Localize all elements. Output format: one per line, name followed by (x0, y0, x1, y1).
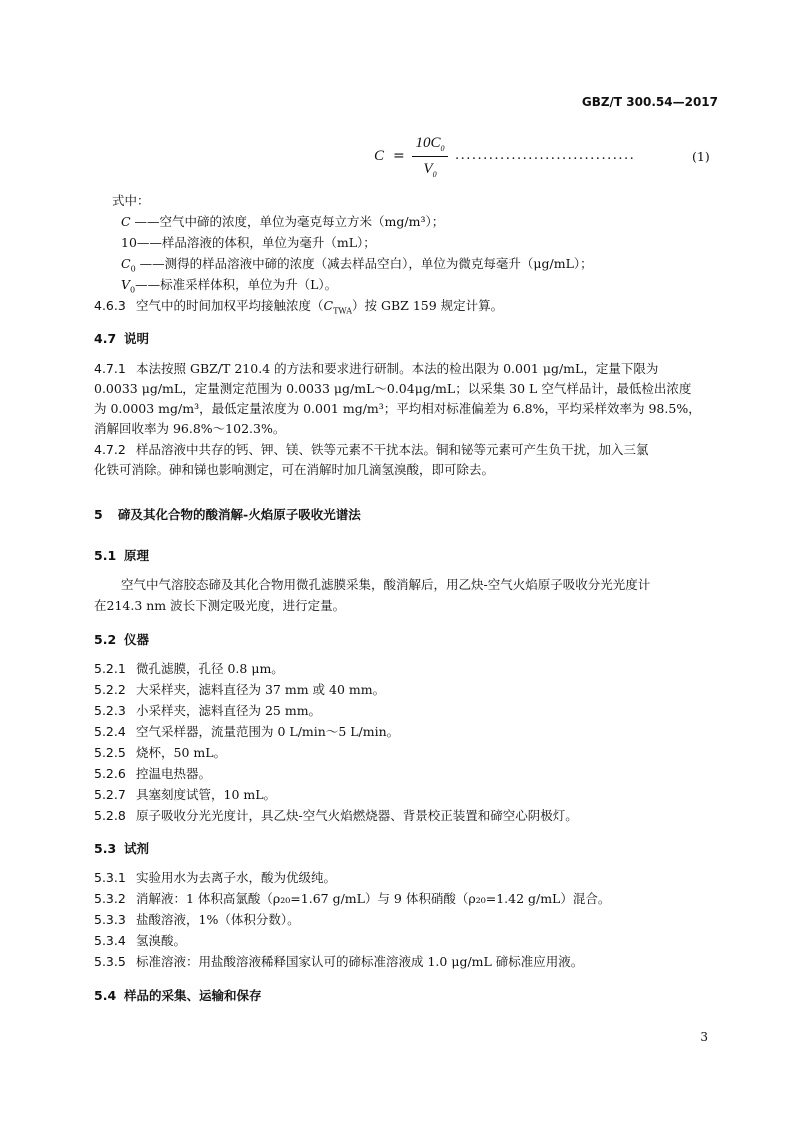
principle-text-line: 在214.3 nm 波长下测定吸光度，进行定量。 (94, 598, 346, 613)
list-item: 5.2.1 微孔滤膜，孔径 0.8 μm。 (94, 661, 284, 676)
clause-4-7-1: 4.7.1 本法按照 GBZ/T 210.4 的方法和要求进行研制。本法的检出限为 0.001 μg/mL，定量下限为 (94, 361, 659, 376)
heading-5-2: 5.2 仪器 (94, 632, 150, 647)
clause-4-7-2: 4.7.2 样品溶液中共存的钙、钾、镁、铁等元素不干扰本法。铜和铋等元素可产生负干扰，加入三氯 (94, 442, 649, 457)
standard-number: GBZ/T 300.54—2017 (581, 95, 718, 109)
heading-4-7: 4.7 说明 (94, 331, 150, 346)
list-item: 5.2.2 大采样夹，滤料直径为 37 mm 或 40 mm。 (94, 682, 386, 697)
heading-5-3: 5.3 试剂 (94, 841, 150, 856)
heading-5-4: 5.4 样品的采集、运输和保存 (94, 988, 262, 1003)
definition-10: 10——样品溶液的体积，单位为毫升（mL）； (121, 235, 376, 250)
formula-leader: ................................ (455, 148, 636, 163)
list-item: 5.3.2 消解液：1 体积高氯酸（ρ₂₀=1.67 g/mL）与 9 体积硝酸（ρ₂₀=1.42 g/mL）混合。 (94, 891, 611, 906)
list-item: 5.2.6 控温电热器。 (94, 766, 212, 781)
heading-5: 5 碲及其化合物的酸消解-火焰原子吸收光谱法 (94, 507, 361, 522)
list-item: 5.3.3 盐酸溶液，1%（体积分数）。 (94, 912, 300, 927)
fraction-bar (412, 156, 448, 157)
list-item: 5.2.4 空气采样器，流量范围为 0 L/min～5 L/min。 (94, 724, 400, 739)
heading-5-1: 5.1 原理 (94, 548, 150, 563)
definition-v0: $V_0——$标准采样体积，单位为升（L）。 (121, 277, 338, 295)
list-item: 5.3.4 氢溴酸。 (94, 933, 187, 948)
where-title: 式中： (112, 193, 150, 208)
list-item: 5.2.5 烧杯，50 mL。 (94, 745, 227, 760)
clause-4-7-1-line: 消解回收率为 96.8%～102.3%。 (94, 421, 286, 436)
formula-numerator: $10C_0$ (415, 135, 445, 153)
principle-text: 空气中气溶胶态碲及其化合物用微孔滤膜采集，酸消解后，用乙炔-空气火焰原子吸收分光光度计 (121, 577, 651, 592)
formula-equals: = (393, 148, 405, 164)
clause-4-6-3: 4.6.3 空气中的时间加权平均接触浓度$(C_{TWA})$按 GBZ 159 规定计算。 (94, 298, 504, 316)
formula-lhs: C (374, 148, 385, 164)
list-item: 5.3.1 实验用水为去离子水，酸为优级纯。 (94, 870, 337, 885)
definition-c0: $C_0$ ——测得的样品溶液中碲的浓度（减去样品空白），单位为微克每毫升（μg/mL）； (121, 256, 593, 274)
clause-4-7-2-line: 化铁可消除。砷和锑也影响测定，可在消解时加几滴氢溴酸，即可除去。 (94, 462, 495, 477)
clause-4-7-1-line: 为 0.0003 mg/m³，最低定量浓度为 0.001 mg/m³；平均相对标准偏差为 6.8%，平均采样效率为 98.5%， (94, 401, 701, 416)
clause-4-7-1-line: 0.0033 μg/mL，定量测定范围为 0.0033 μg/mL～0.04μg/mL；以采集 30 L 空气样品计，最低检出浓度 (94, 381, 692, 396)
page-number: 3 (700, 1030, 708, 1044)
list-item: 5.3.5 标准溶液：用盐酸溶液稀释国家认可的碲标准溶液成 1.0 μg/mL 碲标准应用液。 (94, 954, 584, 969)
definition-c: C ——空气中碲的浓度，单位为毫克每立方米（mg/m³）； (121, 214, 445, 229)
formula-number: (1) (692, 149, 710, 164)
list-item: 5.2.7 具塞刻度试管，10 mL。 (94, 787, 277, 802)
list-item: 5.2.3 小采样夹，滤料直径为 25 mm。 (94, 703, 322, 718)
list-item: 5.2.8 原子吸收分光光度计，具乙炔-空气火焰燃烧器、背景校正装置和碲空心阴极灯。 (94, 808, 578, 823)
formula-denominator: $V_0$ (423, 161, 437, 179)
